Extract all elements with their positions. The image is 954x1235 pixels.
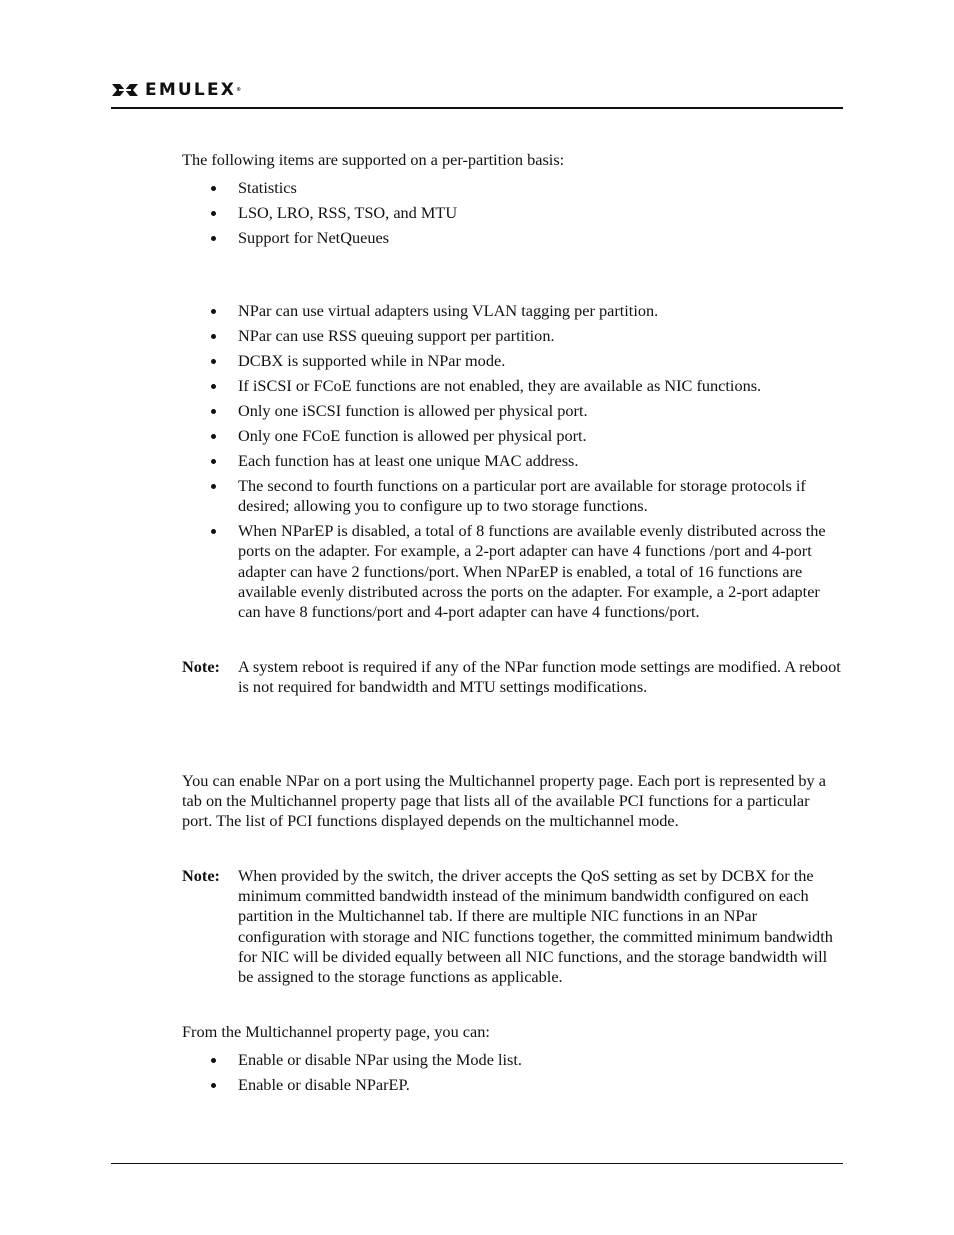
list-item: DCBX is supported while in NPar mode. [182,351,842,371]
list-item: When NParEP is disabled, a total of 8 functions are available evenly distributed across the ports on the adapter. For example, a 2-port adapter can have 4 functions /port and 4-port adapter can have 2 functions/port. When NParEP is enabled, a total of 16 functions are available evenly distributed across the ports on the adapter. For example, a 2-port adapter can have 8 functions/port and 4-port adapter can have 4 functions/port. [182,521,842,622]
note-label: Note: [182,866,220,885]
multichannel-from-text: From the Multichannel property page, you can: [182,1022,490,1041]
npar-features-list [182,301,842,627]
bullet-icon [211,186,216,191]
bullet-icon [211,1083,216,1088]
list-item: Only one FCoE function is allowed per physical port. [182,426,842,446]
per-partition-list [182,178,842,253]
bullet-icon [211,434,216,439]
list-item: NPar can use virtual adapters using VLAN tagging per partition. [182,301,842,321]
qos-note [182,866,842,987]
footer-rule [111,1163,843,1164]
bullet-icon [211,309,216,314]
bullet-icon [211,384,216,389]
per-partition-intro: The following items are supported on a per-partition basis: [182,150,565,169]
list-item: Enable or disable NPar using the Mode list. [182,1050,842,1070]
header-rule [111,107,843,109]
list-item: Statistics [182,178,842,198]
emulex-logo-icon [111,82,139,98]
list-item: Enable or disable NParEP. [182,1075,842,1095]
bullet-icon [211,459,216,464]
bullet-icon [211,359,216,364]
bullet-icon [211,1058,216,1063]
bullet-icon [211,529,216,534]
logo-wordmark: EMULEX® [145,80,242,100]
list-item: Support for NetQueues [182,228,842,248]
list-item: NPar can use RSS queuing support per partition. [182,326,842,346]
list-item: If iSCSI or FCoE functions are not enabled, they are available as NIC functions. [182,376,842,396]
note-text: A system reboot is required if any of the NPar function mode settings are modified. A reboot is not required for bandwidth and MTU settings modifications. [238,657,841,697]
emulex-logo [111,81,241,99]
bullet-icon [211,211,216,216]
bullet-icon [211,236,216,241]
list-item: The second to fourth functions on a particular port are available for storage protocols if desired; allowing you to configure up to two storage functions. [182,476,842,516]
bullet-icon [211,484,216,489]
multichannel-intro: You can enable NPar on a port using the Multichannel property page. Each port is represented by a tab on the Multichannel property page that lists all of the available PCI functions for a particular port. The list of PCI functions displayed depends on the multichannel mode. [182,771,826,831]
list-item: Each function has at least one unique MAC address. [182,451,842,471]
bullet-icon [211,409,216,414]
note-text: When provided by the switch, the driver accepts the QoS setting as set by DCBX for the minimum committed bandwidth instead of the minimum bandwidth configured on each partition in the Multichannel tab. If there are multiple NIC functions in an NPar configuration with storage and NIC functions together, the committed minimum bandwidth for NIC will be divided equally between all NIC functions, and the storage bandwidth will be assigned to the storage functions as applicable. [238,866,833,987]
list-item: Only one iSCSI function is allowed per physical port. [182,401,842,421]
multichannel-actions-list [182,1050,842,1100]
reboot-note [182,657,842,697]
list-item: LSO, LRO, RSS, TSO, and MTU [182,203,842,223]
bullet-icon [211,334,216,339]
note-label: Note: [182,657,220,676]
